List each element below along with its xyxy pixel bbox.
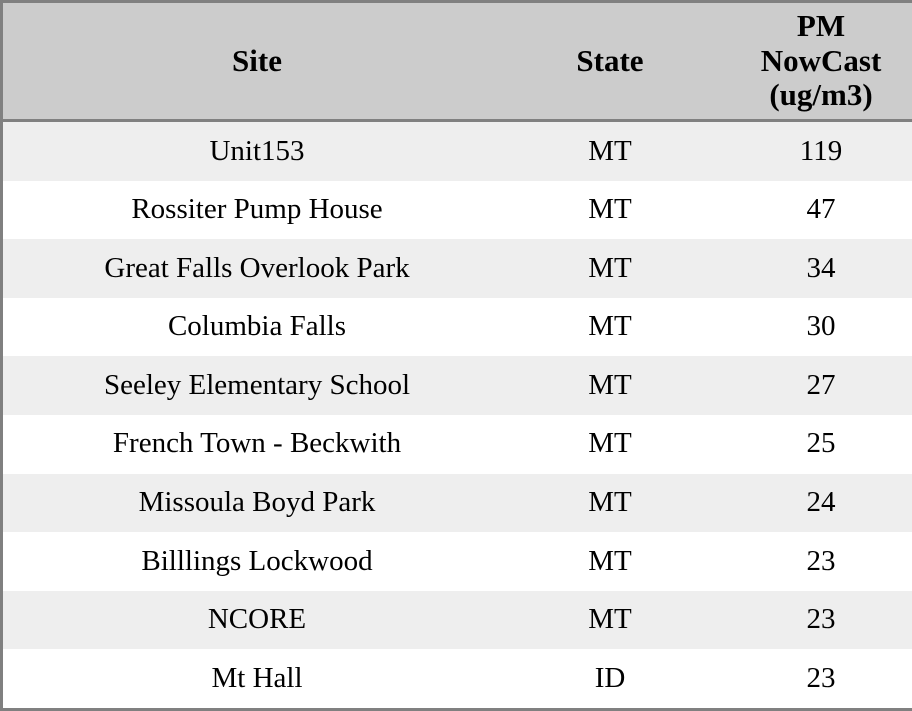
- cell-site: Rossiter Pump House: [131, 193, 383, 226]
- air-quality-table: [3, 3, 912, 708]
- cell-pm: 119: [799, 134, 843, 167]
- cell-pm: 30: [806, 310, 836, 343]
- cell-state: MT: [588, 544, 632, 577]
- cell-state: MT: [588, 134, 632, 167]
- table-row: [3, 415, 912, 474]
- table-row: [3, 532, 912, 591]
- table-body: [3, 121, 912, 708]
- cell-site: Great Falls Overlook Park: [104, 251, 410, 284]
- cell-pm: 23: [806, 603, 836, 636]
- cell-state: MT: [588, 251, 632, 284]
- table-row: [3, 239, 912, 298]
- cell-state: MT: [588, 193, 632, 226]
- cell-state: MT: [588, 603, 632, 636]
- cell-state: ID: [594, 661, 626, 694]
- table-row: [3, 121, 912, 181]
- column-header-state: State: [511, 3, 709, 121]
- cell-state: MT: [588, 310, 632, 343]
- cell-site: Seeley Elementary School: [103, 368, 410, 401]
- column-header-pm-nowcast: [709, 3, 912, 121]
- cell-pm: 23: [806, 544, 836, 577]
- cell-state: MT: [588, 427, 632, 460]
- table-header-row: [3, 3, 912, 121]
- table-row: [3, 181, 912, 240]
- table-row: [3, 591, 912, 650]
- column-header-site: Site: [3, 3, 511, 121]
- table-header: [3, 3, 912, 121]
- column-header-pm-line2: NowCast: [760, 42, 882, 78]
- cell-site: Billlings Lockwood: [141, 544, 373, 577]
- cell-pm: 47: [806, 193, 836, 226]
- cell-pm: 34: [806, 251, 836, 284]
- cell-site: Columbia Falls: [167, 310, 347, 343]
- table-row: [3, 649, 912, 708]
- cell-pm: 27: [806, 368, 836, 401]
- cell-site: Missoula Boyd Park: [138, 485, 376, 518]
- column-header-pm-line1: PM: [796, 8, 846, 43]
- cell-site: Mt Hall: [211, 661, 303, 694]
- cell-site: NCORE: [207, 603, 307, 636]
- cell-site: Unit153: [209, 134, 305, 167]
- cell-pm: 25: [806, 427, 836, 460]
- cell-pm: 23: [806, 661, 836, 694]
- column-header-pm-line3: (ug/m3): [769, 77, 873, 113]
- table-row: [3, 474, 912, 533]
- cell-site: French Town - Beckwith: [112, 427, 402, 460]
- cell-state: MT: [588, 368, 632, 401]
- cell-pm: 24: [806, 485, 836, 518]
- cell-state: MT: [588, 485, 632, 518]
- table-row: [3, 356, 912, 415]
- table-row: [3, 298, 912, 357]
